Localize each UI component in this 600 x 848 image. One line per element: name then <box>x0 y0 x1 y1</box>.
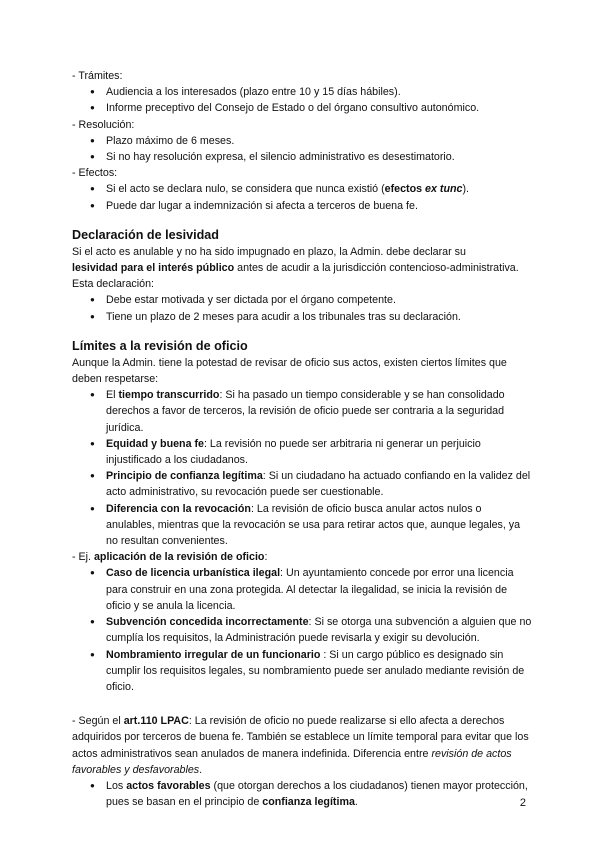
list-item: ● Equidad y buena fe: La revisión no puede ser arbitraria ni generar un perjuicio injustificado a los ciudadanos. <box>90 436 532 468</box>
list-item: ● Tiene un plazo de 2 meses para acudir a los tribunales tras su declaración. <box>90 309 532 325</box>
section-heading-limites: Límites a la revisión de oficio <box>72 338 248 353</box>
limites-list <box>72 387 532 549</box>
efectos-list <box>72 181 532 213</box>
list-item: ● Informe preceptivo del Consejo de Estado o del órgano consultivo autonómico. <box>90 100 532 116</box>
efectos-label: - Efectos: <box>72 167 118 180</box>
list-item: ● Si no hay resolución expresa, el silencio administrativo es desestimatorio. <box>90 149 532 165</box>
page-number: 2 <box>519 797 526 809</box>
list-item: ● Audiencia a los interesados (plazo entre 10 y 15 días hábiles). <box>90 84 532 100</box>
section-heading-lesividad: Declaración de lesividad <box>72 227 219 242</box>
lpac-list <box>72 778 532 810</box>
document-page <box>72 68 532 810</box>
list-item: ● Plazo máximo de 6 meses. <box>90 133 532 149</box>
list-item: ● Si el acto se declara nulo, se considera que nunca existió (efectos ex tunc). <box>90 181 532 197</box>
tramites-label: - Trámites: <box>72 70 123 82</box>
resolucion-label: - Resolución: <box>72 118 135 131</box>
list-item: ● Puede dar lugar a indemnización si afecta a terceros de buena fe. <box>90 198 532 214</box>
resolucion-list <box>72 133 532 165</box>
lesividad-list <box>72 292 532 324</box>
list-item: ● Caso de licencia urbanística ilegal: Un ayuntamiento concede por error una licencia para construir en una zona protegida. Al detectar la ilegalidad, se inicia la revisión de oficio y se anula la licencia. <box>90 565 532 614</box>
list-item: ● Debe estar motivada y ser dictada por el órgano competente. <box>90 292 532 308</box>
list-item: ● El tiempo transcurrido: Si ha pasado un tiempo considerable y se han consolidado derechos a favor de terceros, la revisión de oficio puede ser contraria a la seguridad jurídica. <box>90 387 532 436</box>
ejemplo-label: - Ej. aplicación de la revisión de oficio: <box>72 551 268 564</box>
list-item: ● Subvención concedida incorrectamente: Si se otorga una subvención a alguien que no cumplía los requisitos, la Administración puede revisarla y exigir su devolución. <box>90 614 532 646</box>
tramites-list <box>72 84 532 116</box>
lpac-paragraph: - Según el art.110 LPAC: La revisión de oficio no puede realizarse si ello afecta a derechos adquiridos por terceros de buena fe. También se establece un límite temporal para evitar que los actos administrativos sean anulados de manera indefinida. Diferencia entre revisión de actos favorables y desfavorables. <box>72 715 529 776</box>
list-item: ● Nombramiento irregular de un funcionario : Si un cargo público es designado sin cumplir los requisitos legales, su nombramiento puede ser anulado mediante revisión de oficio. <box>90 647 532 696</box>
lesividad-intro: Si el acto es anulable y no ha sido impugnado en plazo, la Admin. debe declarar su lesividad para el interés público antes de acudir a la jurisdicción contencioso-administrativa. Esta declaración: <box>72 245 519 291</box>
list-item: ● Los actos favorables (que otorgan derechos a los ciudadanos) tienen mayor protección, pues se basan en el principio de confianza legítima. <box>90 778 532 810</box>
list-item: ● Principio de confianza legítima: Si un ciudadano ha actuado confiando en la validez del acto administrativo, su revocación puede ser cuestionable. <box>90 468 532 500</box>
list-item: ● Diferencia con la revocación: La revisión de oficio busca anular actos nulos o anulables, mientras que la revocación se usa para retirar actos que, aunque legales, ya no resultan convenientes. <box>90 501 532 550</box>
ejemplo-list <box>72 565 532 695</box>
limites-intro: Aunque la Admin. tiene la potestad de revisar de oficio sus actos, existen ciertos límites que deben respetarse: <box>72 356 507 386</box>
